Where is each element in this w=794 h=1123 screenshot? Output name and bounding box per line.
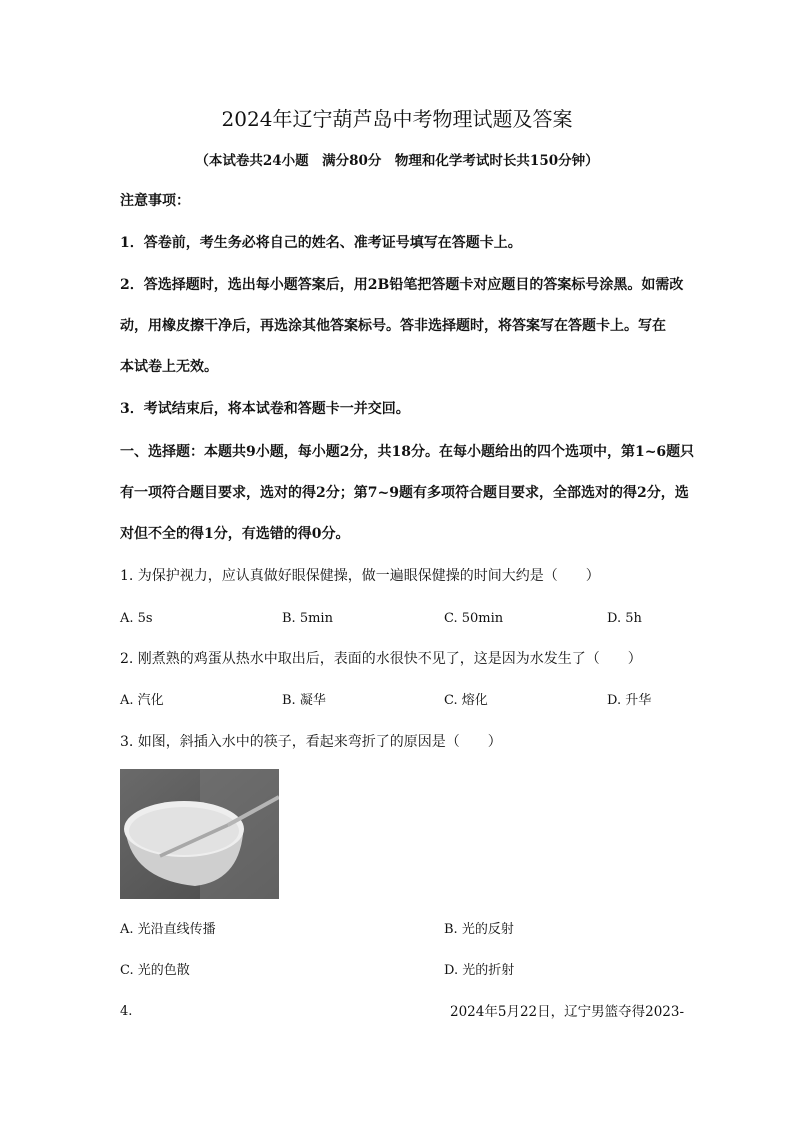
notice-line: 本试卷上无效。 bbox=[120, 359, 218, 375]
section-instructions: 对但不全的得1分，有选错的得0分。 bbox=[120, 526, 350, 542]
notice-line: 3．考试结束后，将本试卷和答题卡一并交回。 bbox=[120, 401, 410, 417]
document-subtitle: （本试卷共24小题 满分80分 物理和化学考试时长共150分钟） bbox=[195, 153, 599, 169]
section-instructions: 一、选择题：本题共9小题，每小题2分，共18分。在每小题给出的四个选项中，第1~6题只 bbox=[120, 444, 695, 460]
question-2-option-d: D. 升华 bbox=[607, 693, 652, 708]
bowl-chopstick-figure bbox=[120, 769, 279, 899]
question-3-option-a: A. 光沿直线传播 bbox=[120, 922, 216, 937]
question-4-number: 4. bbox=[120, 1004, 133, 1019]
question-3-stem: 3. 如图，斜插入水中的筷子，看起来弯折了的原因是（ ） bbox=[120, 734, 502, 750]
question-4-text: 2024年5月22日，辽宁男篮夺得2023- bbox=[450, 1004, 685, 1020]
document-title: 2024年辽宁葫芦岛中考物理试题及答案 bbox=[221, 107, 573, 131]
notice-line: 1．答卷前，考生务必将自己的姓名、准考证号填写在答题卡上。 bbox=[120, 235, 522, 251]
question-2-option-b: B. 凝华 bbox=[282, 693, 326, 708]
notice-line: 2．答选择题时，选出每小题答案后，用2B铅笔把答题卡对应题目的答案标号涂黑。如需改 bbox=[120, 277, 684, 293]
question-1-option-a: A. 5s bbox=[120, 611, 153, 626]
question-1-stem: 1. 为保护视力，应认真做好眼保健操，做一遍眼保健操的时间大约是（ ） bbox=[120, 568, 600, 584]
question-3-option-b: B. 光的反射 bbox=[444, 922, 514, 937]
question-1-option-b: B. 5min bbox=[282, 611, 333, 626]
question-1-option-c: C. 50min bbox=[444, 611, 504, 626]
question-2-stem: 2. 刚煮熟的鸡蛋从热水中取出后，表面的水很快不见了，这是因为水发生了（ ） bbox=[120, 651, 642, 667]
question-3-option-c: C. 光的色散 bbox=[120, 963, 190, 978]
question-1-option-d: D. 5h bbox=[607, 611, 642, 626]
question-3-option-d: D. 光的折射 bbox=[444, 963, 515, 978]
question-2-option-c: C. 熔化 bbox=[444, 693, 488, 708]
notice-heading: 注意事项： bbox=[120, 193, 190, 209]
section-instructions: 有一项符合题目要求，选对的得2分；第7~9题有多项符合题目要求，全部选对的得2分，选 bbox=[120, 485, 689, 501]
question-2-option-a: A. 汽化 bbox=[120, 693, 164, 708]
notice-line: 动，用橡皮擦干净后，再选涂其他答案标号。答非选择题时，将答案写在答题卡上。写在 bbox=[120, 318, 666, 334]
